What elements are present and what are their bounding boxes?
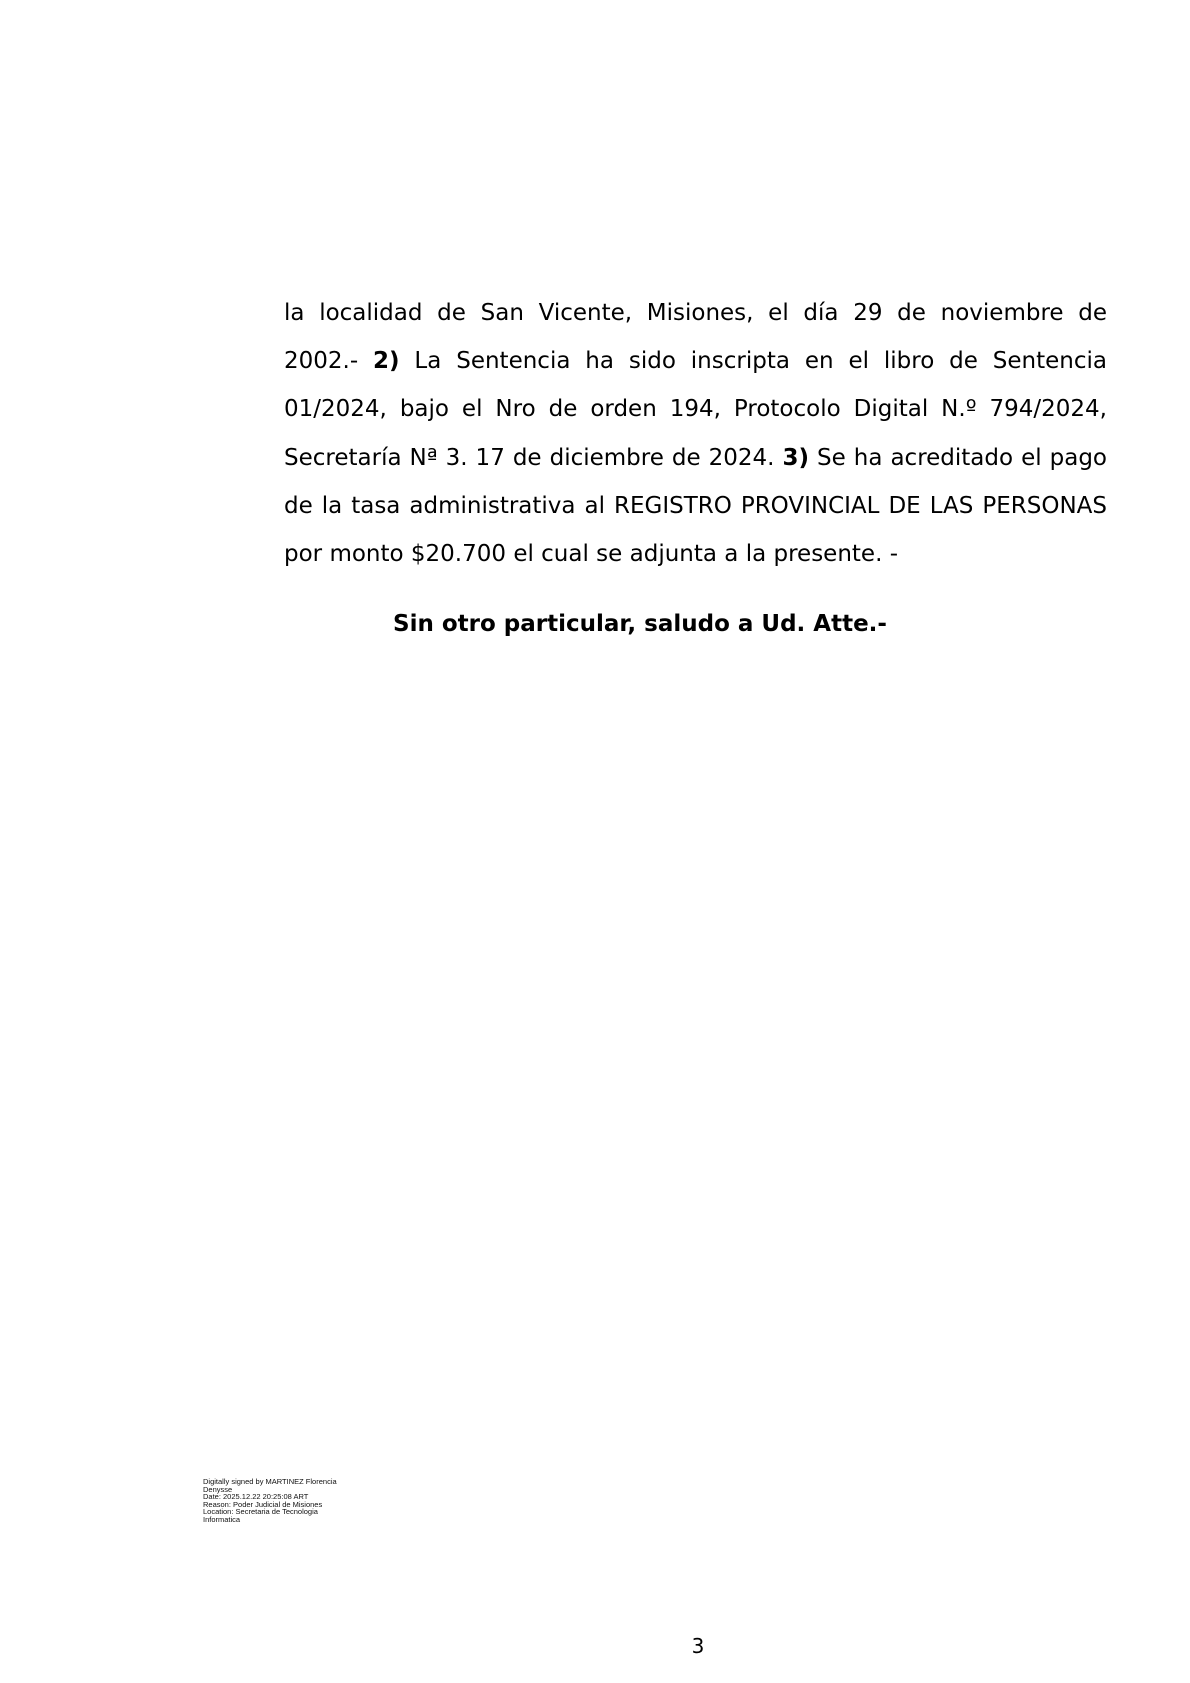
signature-line: Digitally signed by MARTINEZ Florencia xyxy=(203,1477,337,1486)
body-paragraph xyxy=(284,289,1107,578)
signature-line: Location: Secretaria de Tecnologia xyxy=(203,1507,318,1517)
paragraph-part-2: La Sentencia ha sido inscripta en el libro de Sentencia 01/2024, bajo el Nro de orden 194, Protocolo Digital N.º 794/2024, Secretaría Nª 3. 17 de diciembre de 2024. xyxy=(284,348,1107,471)
page-number: 3 xyxy=(691,1634,705,1658)
signature-line: Reason: Poder Judicial de Misiones xyxy=(203,1499,323,1509)
paragraph-part-1: la localidad de San Vicente, Misiones, el día 29 de noviembre de 2002.- xyxy=(284,300,1107,375)
item-marker-2: 2) xyxy=(373,348,400,375)
signature-line: Date: 2025.12.22 20:25:08 ART xyxy=(203,1492,309,1502)
item-marker-3: 3) xyxy=(782,444,810,471)
signature-line: Informatica xyxy=(203,1514,241,1524)
digital-signature-stamp xyxy=(203,1478,363,1524)
closing-line: Sin otro particular, saludo a Ud. Atte.- xyxy=(393,611,887,637)
signature-line: Denysse xyxy=(203,1484,233,1494)
paragraph-part-3: Se ha acreditado el pago de la tasa administrativa al REGISTRO PROVINCIAL DE LAS PERSONAS por monto $20.700 el cual se adjunta a la presente. - xyxy=(284,444,1107,568)
